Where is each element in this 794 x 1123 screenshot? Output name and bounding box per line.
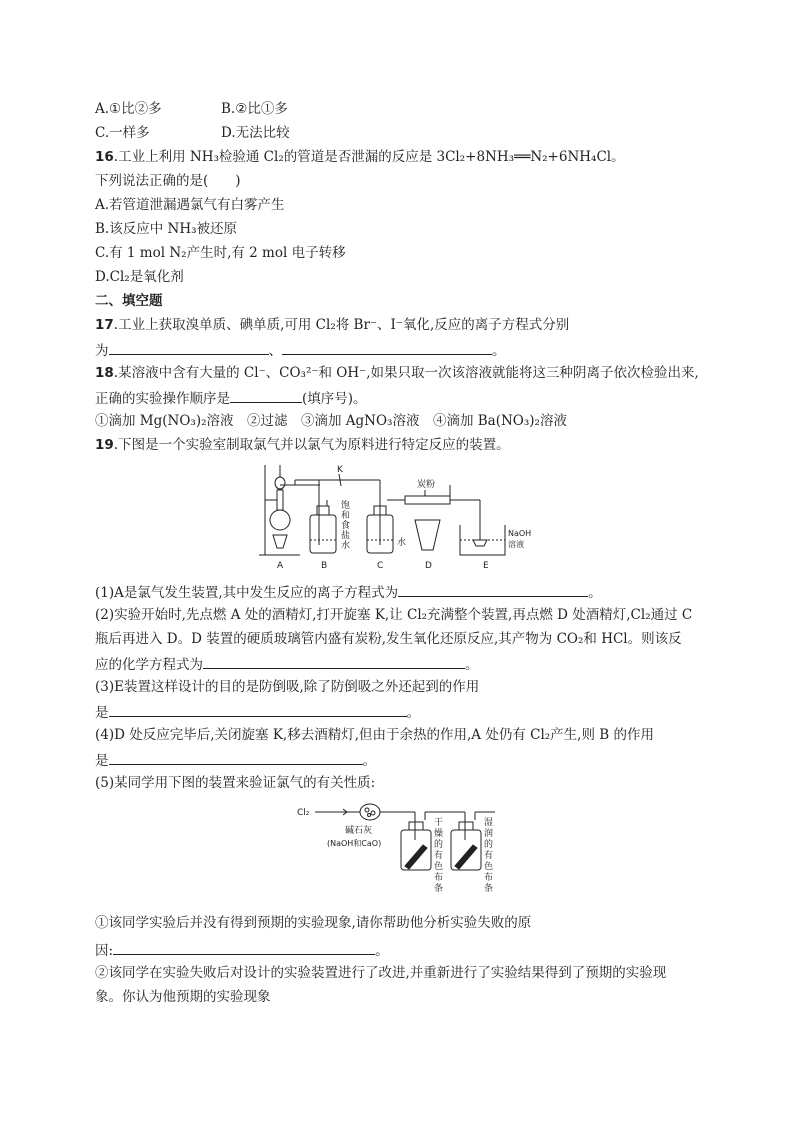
q16-option-d: D.Cl₂是氧化剂 [95,269,184,285]
label-soda-lime: 碱石灰 [345,826,373,836]
q16-number: 16 [95,149,114,165]
wet-cloth-label [484,817,493,894]
q17-blank-1[interactable] [109,340,269,355]
q19-part2-line1: (2)实验开始时,先点燃 A 处的酒精灯,打开旋塞 K,让 Cl₂充满整个装置,再点燃 D 处酒精灯,Cl₂通过 C [95,607,693,623]
q17-prefix: 为 [95,343,109,359]
svg-text:的: 的 [484,840,494,850]
section-heading: 二、填空题 [95,293,163,309]
q19-part4-end: 。 [362,753,376,769]
q16-option-b: B.该反应中 NH₃被还原 [95,221,238,237]
label-sat-1: 饱 [341,501,351,511]
apparatus-diagram [255,460,535,575]
svg-text:燥: 燥 [434,829,444,839]
q15-option-d: D.无法比较 [221,125,290,141]
q17-number: 17 [95,317,114,333]
q19-part5-1-line2 [95,940,389,960]
q19-part1-end: 。 [588,585,602,601]
chlorine-test-diagram [295,800,505,905]
q16-option-c: C.有 1 mol N₂产生时,有 2 mol 电子转移 [95,245,346,261]
label-water: 水 [397,538,407,548]
q19-part5-2-line1: ②该同学在实验失败后对设计的实验装置进行了改进,并重新进行了实验结果得到了预期的实验现 [95,965,667,981]
label-sat-5: 水 [341,541,351,551]
q17-separator: 、 [268,343,282,359]
label-soda-lime-composition: (NaOH和CaO) [327,839,382,848]
label-d: D [425,561,432,571]
label-carbon: 炭粉 [417,480,436,490]
q18-line2b: (填序号)。 [302,391,367,407]
q17-stem [95,316,569,334]
label-k: K [337,465,343,475]
q19-part1 [95,582,602,602]
q16-option-a: A.若管道泄漏遇氯气有白雾产生 [95,197,285,213]
q17-end: 。 [492,343,506,359]
q18-line2a: 正确的实验操作顺序是 [95,391,230,407]
q19-part1-text: (1)A是氯气发生装置,其中发生反应的离子方程式为 [95,585,399,601]
q19-part5-1-blank[interactable] [113,940,375,955]
label-cl2: Cl₂ [297,808,310,818]
q19-part4-line1: (4)D 处反应完毕后,关闭旋塞 K,移去酒精灯,但由于余热的作用,A 处仍有 Cl₂产生,则 B 的作用 [95,727,654,743]
svg-text:湿: 湿 [484,818,494,828]
q19-part3-blank[interactable] [109,702,407,717]
q19-part4-line2 [95,750,376,770]
label-naoh-solution: 溶液 [508,540,524,549]
q19-part2-text: 应的化学方程式为 [95,657,203,673]
q15-options-row1 [95,100,288,118]
q19-part3-line1: (3)E装置这样设计的目的是防倒吸,除了防倒吸之外还起到的作用 [95,679,480,695]
q19-number: 19 [95,437,114,453]
q17-answer-line [95,340,506,360]
svg-text:有: 有 [484,851,494,861]
q15-option-b: B.②比①多 [221,101,288,117]
q19-stem-text: .下图是一个实验室制取氯气并以氯气为原料进行特定反应的装置。 [113,437,510,453]
q19-part5-2-line2: 象。你认为他预期的实验现象 [95,989,271,1005]
q17-stem-text: .工业上获取溴单质、碘单质,可用 Cl₂将 Br⁻、I⁻氧化,反应的离子方程式分别 [113,317,570,333]
q19-part5-1-line1: ①该同学实验后并没有得到预期的实验现象,请你帮助他分析实验失败的原 [95,915,532,931]
q19-part3-prefix: 是 [95,705,109,721]
q19-part5-1-end: 。 [375,943,389,959]
q18-stem-text: .某溶液中含有大量的 Cl⁻、CO₃²⁻和 OH⁻,如果只取一次该溶液就能将这三种阴离子依次检验出来, [113,365,699,381]
svg-text:干: 干 [434,818,444,828]
q19-part3-line2 [95,702,420,722]
q16-ask: 下列说法正确的是( ) [95,173,241,189]
q18-number: 18 [95,365,114,381]
q15-option-a: A.①比②多 [95,101,162,117]
svg-text:色: 色 [434,862,444,872]
q17-blank-2[interactable] [282,340,492,355]
label-naoh: NaOH [508,529,532,538]
svg-text:色: 色 [484,862,494,872]
q19-part2-end: 。 [465,657,479,673]
svg-text:条: 条 [434,884,444,894]
q18-blank[interactable] [230,388,302,403]
q19-part4-blank[interactable] [109,750,363,765]
svg-text:有: 有 [434,851,444,861]
q19-part5-1-prefix: 因: [95,943,114,959]
q19-part4-prefix: 是 [95,753,109,769]
q18-stem [95,364,699,382]
svg-text:条: 条 [484,884,494,894]
q19-part1-blank[interactable] [398,582,588,597]
label-b: B [321,561,328,571]
q15-option-c: C.一样多 [95,125,150,141]
q19-part5: (5)某同学用下图的装置来验证氯气的有关性质: [95,775,376,791]
q18-choices: ①滴加 Mg(NO₃)₂溶液 ②过滤 ③滴加 AgNO₃溶液 ④滴加 Ba(NO₃)₂溶液 [95,413,567,429]
svg-text:润: 润 [484,829,494,839]
label-sat-3: 食 [341,521,351,531]
svg-text:布: 布 [434,873,444,883]
q19-part2-blank[interactable] [203,654,465,669]
q16-stem-text: .工业上利用 NH₃检验通 Cl₂的管道是否泄漏的反应是 3Cl₂+8NH₃══N₂+6NH₄Cl。 [113,149,625,165]
q19-part2-line2: 瓶后再进入 D。D 装置的硬质玻璃管内盛有炭粉,发生氧化还原反应,其产物为 CO₂和 HCl。则该反 [95,631,682,647]
q18-answer-line [95,388,367,408]
svg-text:布: 布 [484,873,494,883]
dry-cloth-label [434,817,443,894]
q19-part3-end: 。 [406,705,420,721]
q15-options-row2 [95,124,290,142]
q16-stem [95,148,625,166]
svg-text:的: 的 [434,840,444,850]
q19-part2-line3 [95,654,479,674]
label-c: C [377,561,384,571]
q19-stem [95,436,510,454]
label-e: E [483,561,489,571]
label-sat-2: 和 [341,511,351,521]
label-a: A [277,561,284,571]
label-sat-4: 盐 [341,531,351,541]
